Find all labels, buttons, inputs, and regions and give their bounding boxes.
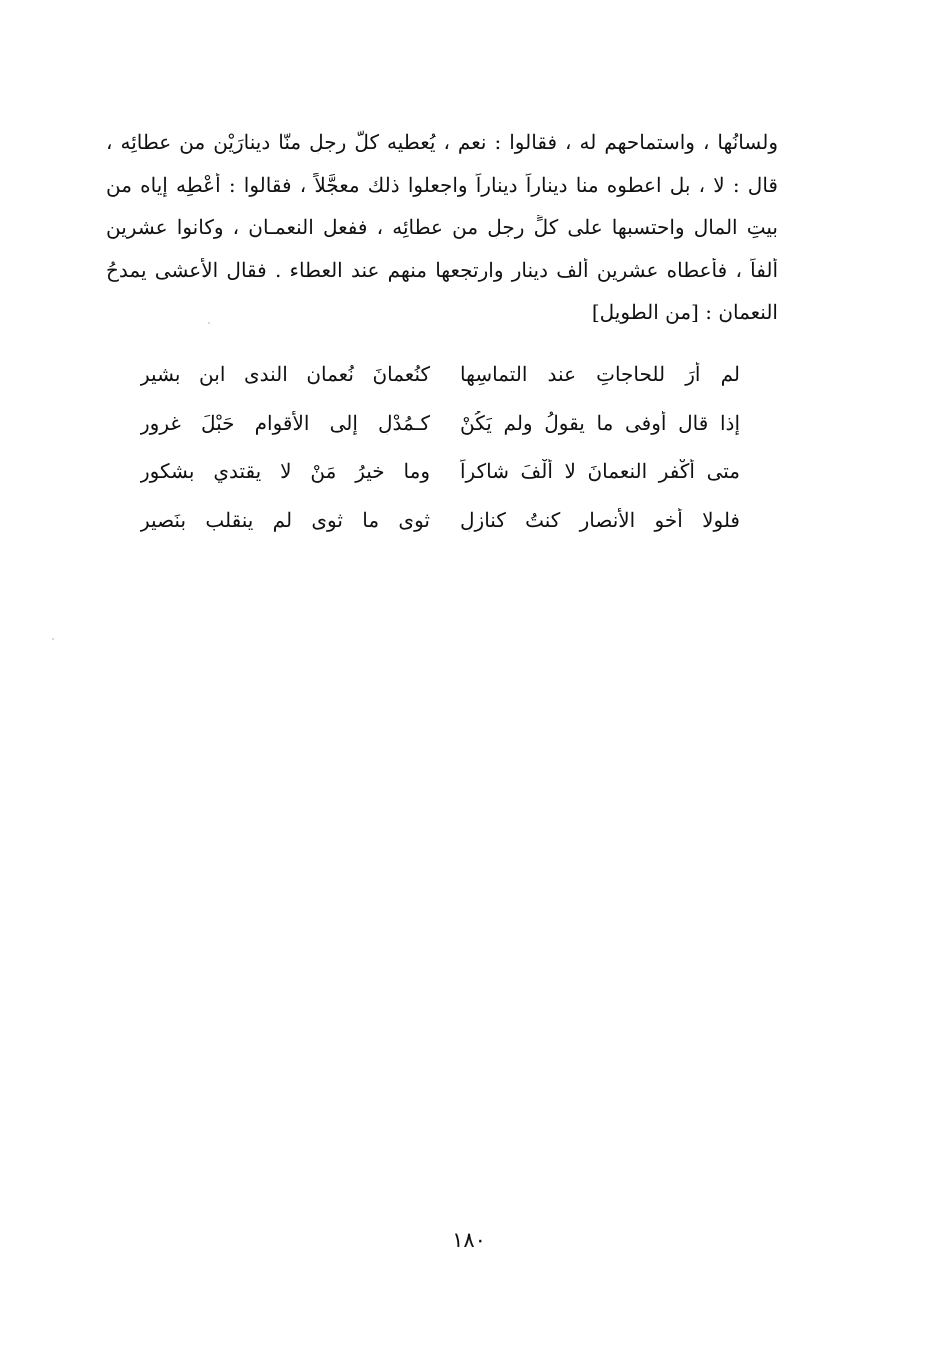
verse [140,411,740,435]
verse-second-hemistich: ثوى ما ثوى لم ينقلب بنَصيرِ [140,507,430,532]
prose-line: بيتِ المال واحتسبها على كلٍّ رجلٍ من عطائِه ، ففعل النعمـان ، وكانوا عشرين [106,215,778,239]
prose-line-meter-note: النعمان : [من الطويل] [591,300,778,324]
verse-second-hemistich: كـمُدْلٍ إِلى الأَقوامِ حَبْلَ غرورِ [140,410,430,435]
verse-first-hemistich: متى أَكْفرِ النعمانَ لا أُلْفَ شاكراً [460,459,740,483]
verse-first-hemistich: إِذا قال أَوفى ما يقولُ ولم يَكُنْ [460,410,740,435]
scan-speck [52,638,54,640]
verse-first-hemistich: فلولا أَخو الأَنصارِ كنتُ كنازلٍ [460,507,740,532]
prose-paragraph [106,130,778,343]
page-number: ١٨٠ [452,1228,486,1252]
verse-second-hemistich: كنُعمانَ نُعمانِ الندى ابنِ بشيرِ [140,362,430,386]
verse-first-hemistich: لم أَرَ للحاجاتِ عند التماسِها [460,362,740,386]
verse-second-hemistich: وما خيرُ مَنْ لا يقتدي بشكورِ [140,459,430,483]
prose-line: قال : لا ، بل اعطوه منا ديناراً ديناراً واجعلوا ذلك معجَّلاً ، فقالوا : أَعْطِه إياه من [106,172,778,197]
prose-line: ولسانُها ، واستماحهم له ، فقالوا : نعم ، يُعطيه كلٌّ رجلٍ منّا دينارَيْن من عطائِه ، [106,130,778,154]
scan-speck [208,322,210,324]
verse [140,508,740,532]
prose-line: أَلفاً ، فأَعطاه عشرين أَلف دينارٍ وارتجعها منهم عند العطاء . فقال الأَعشى يمدحُ [106,257,778,282]
verse [140,459,740,483]
poem [140,362,740,556]
verse [140,362,740,386]
